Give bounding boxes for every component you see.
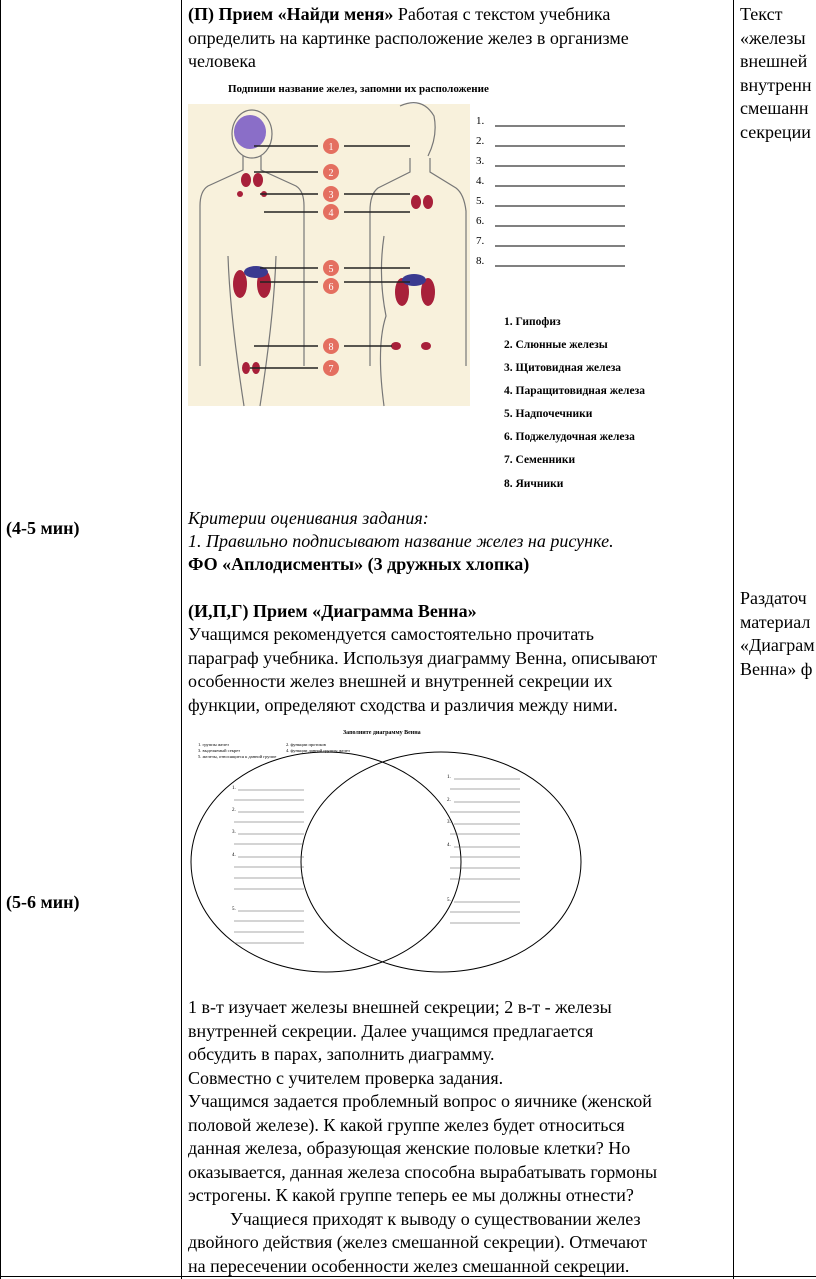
resource1-line-1: Текст bbox=[740, 4, 783, 24]
venn-left-circle bbox=[191, 752, 461, 972]
venn-left-num-2: 2. bbox=[232, 808, 236, 813]
fo-note: ФО «Аплодисменты» (3 дружных хлопка) bbox=[188, 554, 530, 574]
venn-key bbox=[198, 742, 350, 760]
legend-item-4: 4. Паращитовидная железа bbox=[504, 385, 645, 397]
after-line-3: обсудить в парах, заполнить диаграмму. bbox=[188, 1044, 495, 1064]
after-line-2: внутренней секреции. Далее учащимся предлагается bbox=[188, 1020, 594, 1041]
venn-diagram-figure bbox=[188, 720, 588, 980]
gland-legend bbox=[504, 316, 645, 490]
resource2-line-1: Раздаточ bbox=[740, 588, 807, 608]
venn-key-right-2: 4. функции данной группы желез bbox=[286, 748, 350, 753]
after-line-1: 1 в-т изучает железы внешней секреции; 2 в-т - железы bbox=[188, 997, 612, 1017]
marker-6: 6 bbox=[328, 282, 334, 293]
blank-label-5: 5. bbox=[476, 195, 485, 207]
blank-label-2: 2. bbox=[476, 135, 485, 147]
resource1-line-5: смешанн bbox=[740, 98, 809, 118]
resource1-line-6: секреции bbox=[740, 121, 811, 142]
venn-left-num-1: 1. bbox=[232, 786, 236, 791]
venn-right-num-2: 2. bbox=[447, 798, 451, 803]
blank-label-3: 3. bbox=[476, 155, 485, 167]
section2-line-1: Учащимся рекомендуется самостоятельно прочитать bbox=[188, 624, 595, 644]
legend-item-6: 6. Поджелудочная железа bbox=[504, 431, 635, 443]
glands-figure bbox=[188, 76, 688, 496]
after-indent-line: Учащиеся приходят к выводу о существовании желез bbox=[230, 1208, 641, 1229]
venn-right-circle bbox=[301, 752, 581, 972]
venn-left-num-4: 4. bbox=[232, 853, 236, 858]
venn-heading: Заполните диаграмму Венна bbox=[343, 730, 421, 736]
blank-label-1: 1. bbox=[476, 115, 485, 127]
answer-blanks bbox=[476, 115, 485, 267]
legend-item-7: 7. Семенники bbox=[504, 454, 576, 466]
table-divider-1 bbox=[181, 0, 182, 1279]
marker-4: 4 bbox=[328, 208, 334, 219]
venn-right-numbers bbox=[447, 775, 451, 903]
resource1-line-4: внутренн bbox=[740, 74, 812, 95]
blank-label-4: 4. bbox=[476, 175, 485, 187]
blank-lines bbox=[495, 126, 625, 266]
section1-intro-line2: определить на картинке расположение желез в организме bbox=[188, 27, 629, 48]
section2-line-2: параграф учебника. Используя диаграмму Венна, описывают bbox=[188, 647, 658, 668]
resources-block-2 bbox=[740, 587, 816, 681]
resources-block-1 bbox=[740, 3, 816, 144]
section2-line-3: особенности желез внешней и внутренней секреции их bbox=[188, 671, 613, 691]
legend-item-8: 8. Яичники bbox=[504, 478, 564, 490]
resource2-line-2: материал bbox=[740, 611, 811, 632]
after-last-line-2: на пересечении особенности желез смешанной секреции. bbox=[188, 1255, 630, 1276]
after-line-5: Учащимся задается проблемный вопрос о яичнике (женской bbox=[188, 1091, 652, 1111]
venn-key-right-1: 2. функции протоков bbox=[286, 742, 326, 747]
resource2-line-3: «Диаграм bbox=[740, 635, 815, 655]
marker-3: 3 bbox=[328, 190, 334, 201]
legend-item-3: 3. Щитовидная железа bbox=[504, 362, 622, 374]
figure1-heading: Подпиши название желез, запомни их расположение bbox=[228, 83, 489, 95]
venn-left-num-5: 5. bbox=[232, 907, 236, 912]
criteria-item: 1. Правильно подписывают название желез на рисунке. bbox=[188, 531, 614, 551]
venn-right-num-3: 3. bbox=[447, 820, 451, 825]
after-line-4: Совместно с учителем проверка задания. bbox=[188, 1067, 504, 1088]
venn-key-left-1: 1. группы желез bbox=[198, 742, 229, 747]
table-border-left bbox=[0, 0, 1, 1279]
after-line-7: данная железа, образующая женские половые клетки? Но bbox=[188, 1138, 631, 1158]
section2-body bbox=[188, 623, 728, 717]
timing-label-2: (5-6 мин) bbox=[6, 892, 80, 912]
venn-key-left-2: 3. выделяемый секрет bbox=[198, 748, 241, 753]
section2-continuation bbox=[188, 996, 728, 1278]
criteria-label: Критерии оценивания задания: bbox=[188, 508, 429, 528]
after-line-6: половой железе). К какой группе желез будет относиться bbox=[188, 1114, 625, 1135]
legend-item-2: 2. Слюнные железы bbox=[504, 339, 608, 351]
section2-line-4: функции, определяют сходства и различия между ними. bbox=[188, 694, 618, 715]
venn-left-num-3: 3. bbox=[232, 830, 236, 835]
resource1-line-2: «железы bbox=[740, 27, 806, 48]
brain-icon bbox=[234, 115, 266, 149]
after-line-8: оказывается, данная железа способна вырабатывать гормоны bbox=[188, 1161, 658, 1182]
marker-1: 1 bbox=[328, 142, 334, 153]
marker-8: 8 bbox=[328, 342, 334, 353]
blank-label-7: 7. bbox=[476, 235, 485, 247]
legend-item-1: 1. Гипофиз bbox=[504, 316, 561, 328]
section1-intro-line3: человека bbox=[188, 51, 256, 71]
table-divider-2 bbox=[733, 0, 734, 1279]
venn-right-num-5: 5. bbox=[447, 898, 451, 903]
venn-right-num-4: 4. bbox=[447, 843, 451, 848]
section1-title: (П) Прием «Найди меня» bbox=[188, 4, 394, 24]
venn-key-left-3: 5. железы, относящиеся к данной группе bbox=[198, 754, 277, 759]
legend-item-5: 5. Надпочечники bbox=[504, 408, 593, 420]
resource1-line-3: внешней bbox=[740, 51, 808, 71]
after-line-9: эстрогены. К какой группе теперь ее мы должны отнести? bbox=[188, 1185, 634, 1205]
section1-intro-line1: Работая с текстом учебника bbox=[393, 4, 611, 24]
after-last-line-1: двойного действия (желез смешанной секреции). Отмечают bbox=[188, 1232, 648, 1252]
timing-label-1: (4-5 мин) bbox=[6, 518, 80, 538]
resource2-line-4: Венна» ф bbox=[740, 658, 813, 679]
marker-2: 2 bbox=[328, 168, 334, 179]
venn-left-numbers bbox=[232, 786, 236, 912]
section2-title: (И,П,Г) Прием «Диаграмма Венна» bbox=[188, 601, 477, 621]
venn-right-num-1: 1. bbox=[447, 775, 451, 780]
section1-intro bbox=[188, 3, 728, 74]
venn-left-lines bbox=[234, 790, 304, 943]
blank-label-6: 6. bbox=[476, 215, 485, 227]
marker-5: 5 bbox=[328, 264, 334, 275]
blank-label-8: 8. bbox=[476, 255, 485, 267]
marker-7: 7 bbox=[328, 364, 334, 375]
